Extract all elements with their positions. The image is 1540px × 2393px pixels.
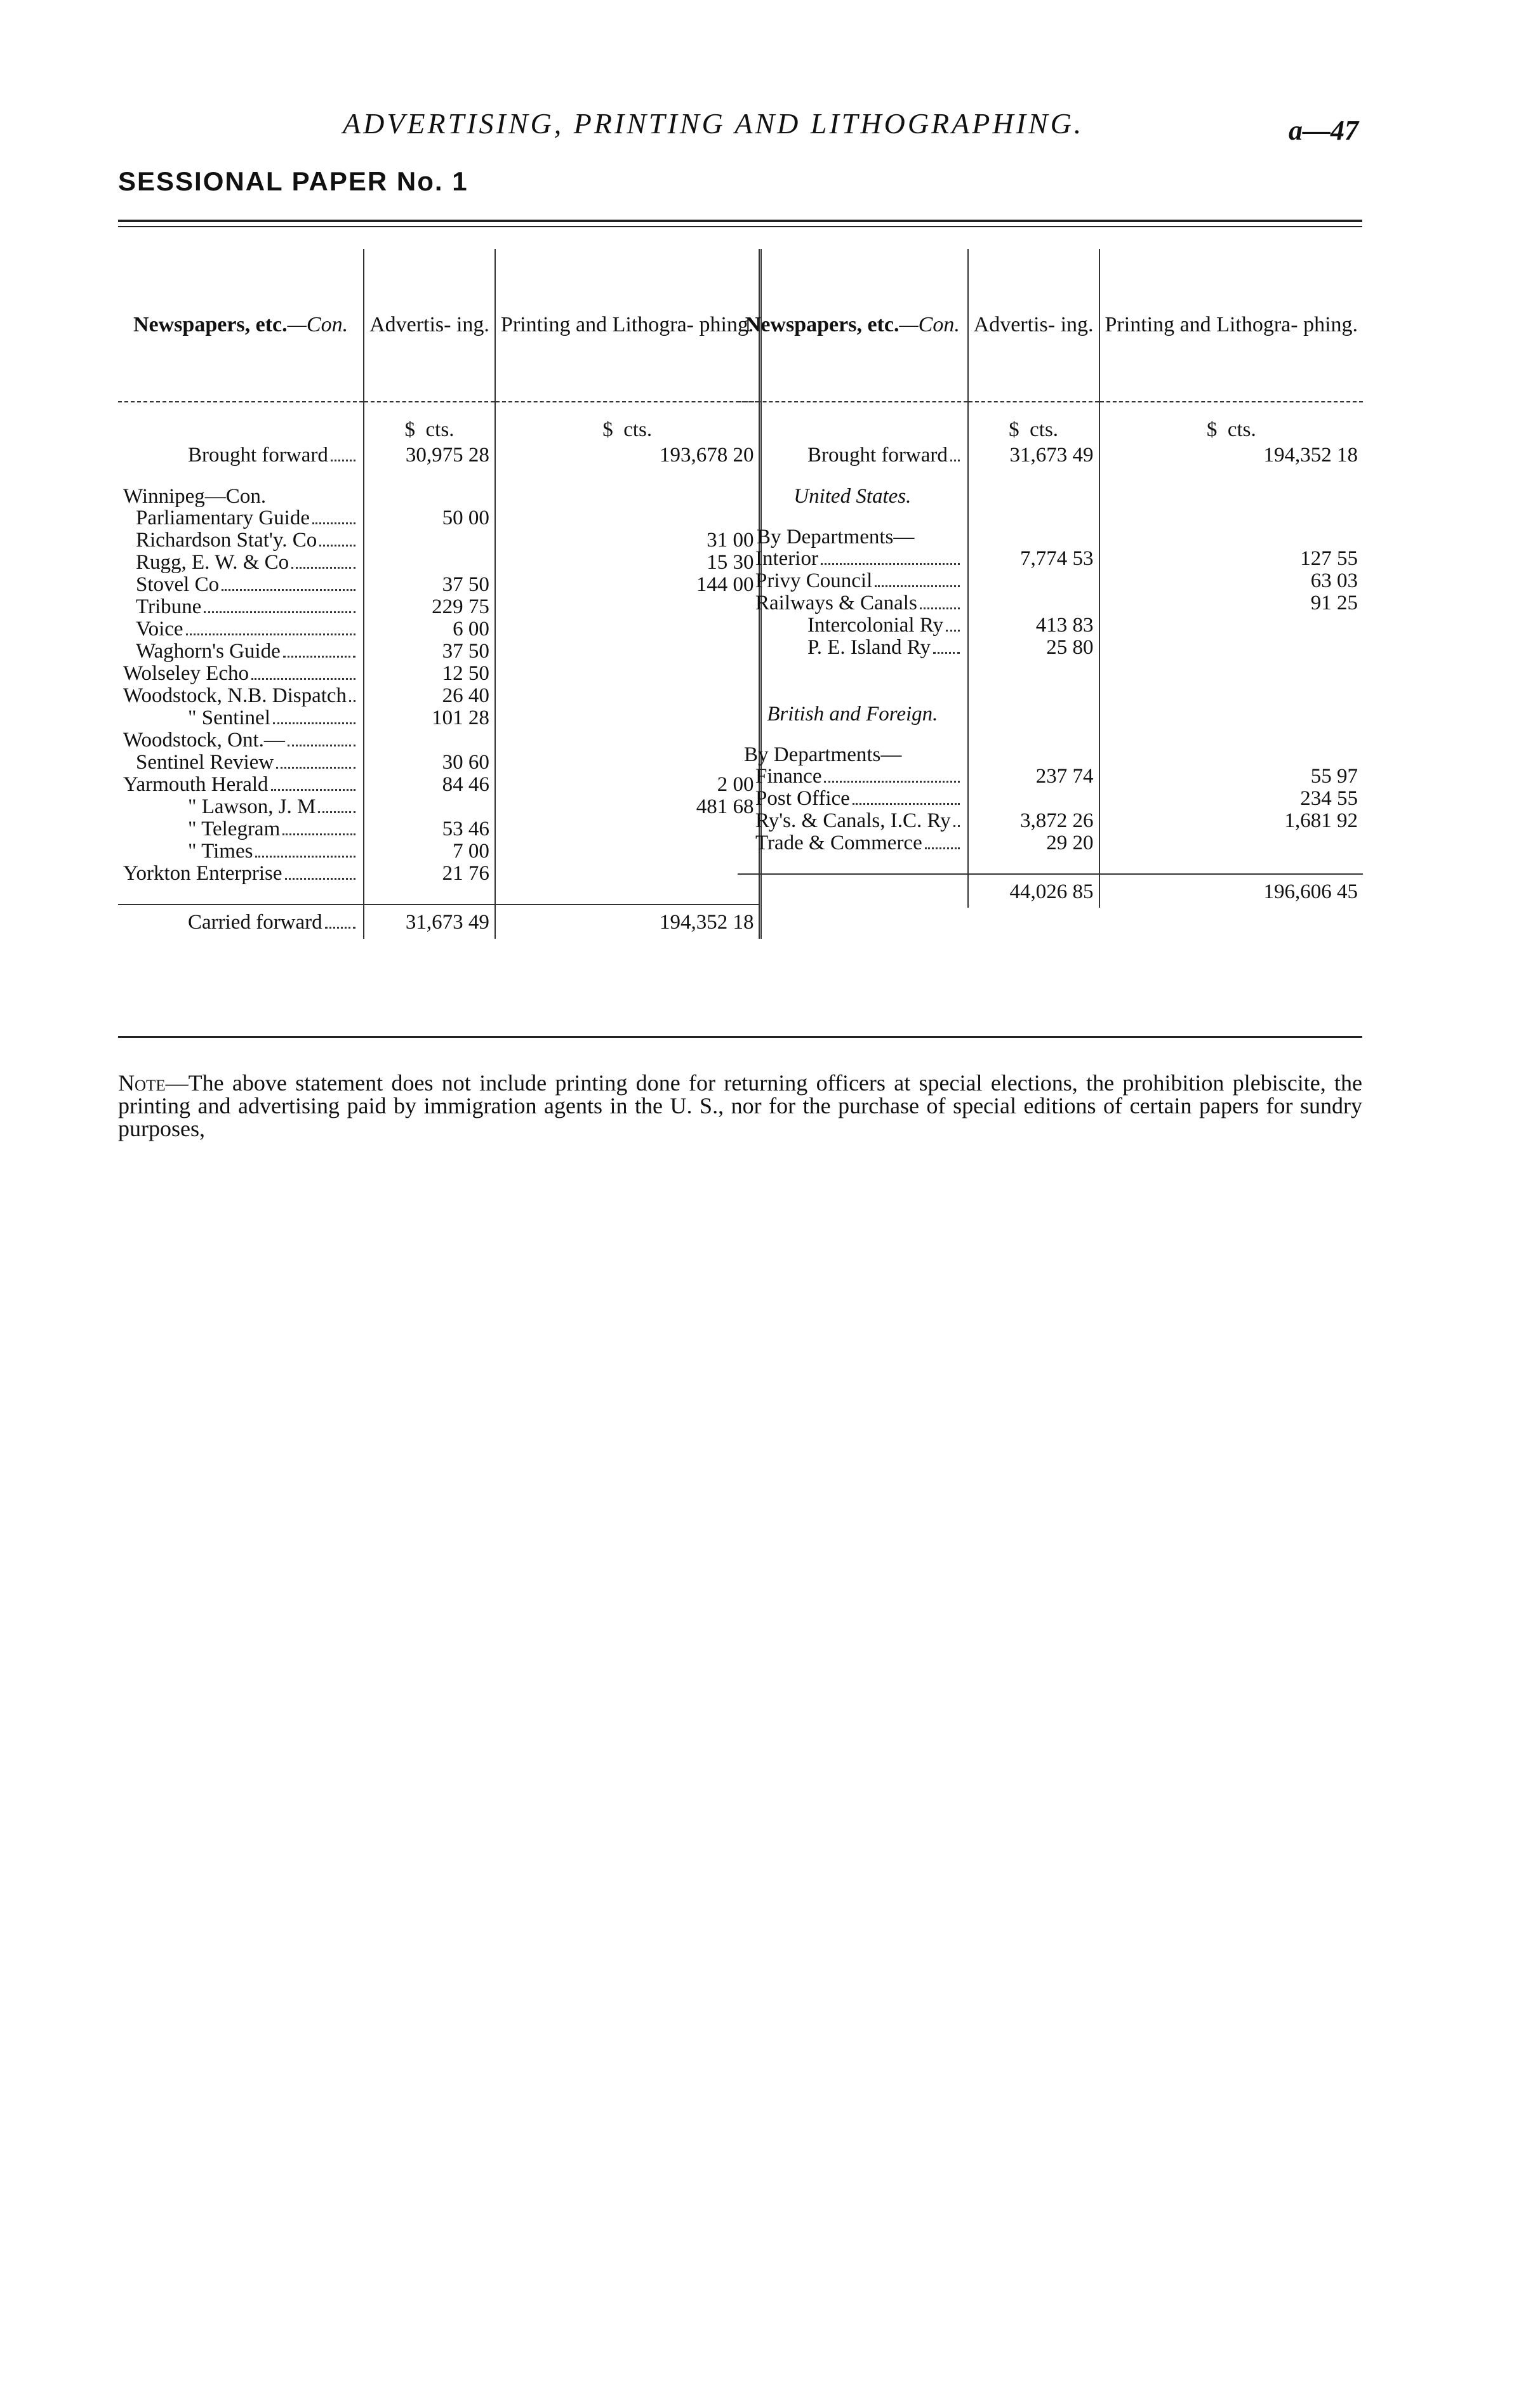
footnote [118, 1071, 1362, 1140]
table-row [118, 552, 760, 574]
left-units-row [118, 402, 760, 444]
row-label: Stovel Co [136, 573, 220, 596]
row-label: Woodstock, Ont.— [123, 729, 285, 752]
section-british-foreign: British and Foreign. [767, 703, 938, 726]
row-advertising-value: 50 00 [364, 507, 495, 529]
carried-forward-label: Carried forward [188, 911, 322, 934]
table-row [738, 766, 1363, 788]
row-advertising-value: 7,774 53 [968, 548, 1099, 570]
table-row [738, 810, 1363, 832]
row-label: Woodstock, N.B. Dispatch [123, 684, 347, 707]
row-advertising-value: 26 40 [364, 685, 495, 707]
row-label: Parliamentary Guide [136, 507, 310, 529]
row-printing-value: 55 97 [1099, 766, 1364, 788]
brought-forward-label: Brought forward [188, 444, 328, 467]
row-printing-value [495, 840, 760, 863]
section-united-states-row [738, 486, 1363, 507]
row-advertising-value: 12 50 [364, 663, 495, 685]
row-printing-value [1099, 614, 1364, 637]
row-advertising-value: 7 00 [364, 840, 495, 863]
row-advertising-value: 37 50 [364, 574, 495, 596]
table-row [118, 618, 760, 640]
left-names-header [118, 249, 364, 402]
by-departments-label: By Departments— [757, 526, 915, 548]
row-advertising-value: 237 74 [968, 766, 1099, 788]
brought-forward-printing: 194,352 18 [1099, 444, 1364, 467]
currency-dollar: $ [1206, 418, 1218, 441]
row-printing-value [1099, 832, 1364, 854]
row-printing-value: 481 68 [495, 796, 760, 818]
row-advertising-value [364, 729, 495, 752]
row-label: Privy Council [755, 569, 873, 592]
row-advertising-value [968, 788, 1099, 810]
row-printing-value: 15 30 [495, 552, 760, 574]
row-advertising-value: 25 80 [968, 637, 1099, 659]
footer-rule [118, 1036, 1362, 1038]
by-departments-row [738, 526, 1363, 548]
by-departments-row [738, 744, 1363, 766]
row-label: Yarmouth Herald [123, 773, 269, 796]
table-row [118, 640, 760, 663]
table-row [118, 818, 760, 840]
row-advertising-value: 101 28 [364, 707, 495, 729]
table-row [118, 752, 760, 774]
row-label: Sentinel Review [136, 751, 274, 774]
left-brought-forward-row [118, 444, 760, 467]
row-advertising-value: 413 83 [968, 614, 1099, 637]
currency-dollar: $ [404, 418, 416, 441]
note-label: Note [118, 1070, 166, 1096]
table-row [118, 840, 760, 863]
row-advertising-value: 37 50 [364, 640, 495, 663]
row-label: Tribune [136, 595, 202, 618]
row-label: Intercolonial Ry [807, 614, 944, 637]
brought-forward-printing: 193,678 20 [495, 444, 760, 467]
by-departments-label: By Departments— [744, 743, 902, 766]
row-printing-value: 234 55 [1099, 788, 1364, 810]
table-row [738, 570, 1363, 592]
right-printing-header: Printing and Lithogra- phing. [1099, 249, 1364, 402]
table-row [118, 685, 760, 707]
left-printing-header: Printing and Lithogra- phing. [495, 249, 760, 402]
carried-forward-advertising: 31,673 49 [364, 905, 495, 939]
table-row [118, 596, 760, 618]
table-row [118, 707, 760, 729]
row-printing-value [495, 863, 760, 885]
row-advertising-value [364, 796, 495, 818]
page-number: a—47 [1289, 115, 1358, 146]
row-printing-value: 91 25 [1099, 592, 1364, 614]
running-title: ADVERTISING, PRINTING AND LITHOGRAPHING. [343, 107, 1084, 140]
table-row [118, 507, 760, 529]
row-printing-value [495, 729, 760, 752]
row-printing-value: 63 03 [1099, 570, 1364, 592]
row-label: " Times [188, 840, 253, 863]
group-title: Winnipeg—Con. [123, 485, 267, 508]
row-advertising-value [364, 552, 495, 574]
right-advertising-header: Advertis- ing. [968, 249, 1099, 402]
total-advertising: 44,026 85 [968, 874, 1099, 908]
names-header-bold: Newspapers, etc. [745, 313, 899, 336]
table-row [738, 548, 1363, 570]
currency-dollar: $ [1009, 418, 1019, 441]
row-label: Richardson Stat'y. Co [136, 529, 317, 552]
right-brought-forward-row [738, 444, 1363, 467]
row-advertising-value: 6 00 [364, 618, 495, 640]
row-advertising-value: 30 60 [364, 752, 495, 774]
row-label: " Telegram [188, 818, 281, 840]
carried-forward-printing: 194,352 18 [495, 905, 760, 939]
sessional-paper-label: SESSIONAL PAPER No. 1 [118, 166, 468, 196]
row-printing-value [495, 752, 760, 774]
row-label: Rugg, E. W. & Co [136, 551, 289, 574]
left-ledger-table [118, 249, 762, 939]
header-rule-thick [118, 220, 1362, 222]
row-advertising-value [364, 529, 495, 552]
table-row [738, 637, 1363, 659]
row-advertising-value [968, 570, 1099, 592]
row-label: " Sentinel [188, 706, 270, 729]
row-label: Wolseley Echo [123, 662, 249, 685]
row-label: Interior [755, 547, 818, 570]
row-printing-value: 31 00 [495, 529, 760, 552]
row-advertising-value: 53 46 [364, 818, 495, 840]
table-row [118, 796, 760, 818]
row-printing-value: 144 00 [495, 574, 760, 596]
currency-cents: cts. [1030, 418, 1059, 441]
names-header-bold: Newspapers, etc. [133, 313, 288, 336]
row-printing-value [495, 707, 760, 729]
left-carried-forward-row [118, 905, 760, 939]
row-advertising-value: 29 20 [968, 832, 1099, 854]
row-advertising-value: 229 75 [364, 596, 495, 618]
row-printing-value [495, 507, 760, 529]
note-text: —The above statement does not include printing done for returning officers at special elections, the prohibition plebiscite, the printing and advertising paid by immigration agents in the U. S., nor for the purchase of special editions of certain papers for sundry purposes, [118, 1070, 1362, 1141]
right-names-header [738, 249, 968, 402]
table-row [118, 529, 760, 552]
row-printing-value [495, 618, 760, 640]
left-group-title-row [118, 486, 760, 507]
table-row [118, 574, 760, 596]
right-header-row [738, 249, 1363, 402]
section-british-foreign-row [738, 703, 1363, 725]
table-row [118, 774, 760, 796]
row-printing-value [495, 663, 760, 685]
table-row [738, 832, 1363, 854]
table-row [738, 592, 1363, 614]
row-printing-value [495, 818, 760, 840]
row-advertising-value [968, 592, 1099, 614]
row-label: Ry's. & Canals, I.C. Ry [755, 809, 951, 832]
row-label: Waghorn's Guide [136, 640, 281, 663]
names-header-italic: —Con. [287, 313, 348, 336]
row-label: Yorkton Enterprise [123, 862, 282, 885]
currency-cents: cts. [425, 418, 455, 441]
row-printing-value: 2 00 [495, 774, 760, 796]
table-row [738, 788, 1363, 810]
header-rule-thin [118, 226, 1362, 227]
row-advertising-value: 84 46 [364, 774, 495, 796]
right-ledger-table [738, 249, 1363, 908]
currency-cents: cts. [623, 418, 653, 441]
brought-forward-advertising: 30,975 28 [364, 444, 495, 467]
row-label: Trade & Commerce [755, 832, 922, 854]
row-printing-value [495, 596, 760, 618]
names-header-italic: —Con. [899, 313, 960, 336]
row-advertising-value: 21 76 [364, 863, 495, 885]
row-label: Finance [755, 765, 822, 788]
currency-cents: cts. [1227, 418, 1256, 441]
right-units-row [738, 402, 1363, 444]
total-printing: 196,606 45 [1099, 874, 1364, 908]
table-row [738, 614, 1363, 637]
row-label: Railways & Canals [755, 592, 917, 614]
brought-forward-label: Brought forward [807, 444, 948, 467]
left-advertising-header: Advertis- ing. [364, 249, 495, 402]
row-printing-value [495, 685, 760, 707]
row-printing-value: 1,681 92 [1099, 810, 1364, 832]
row-label: Voice [136, 618, 183, 640]
row-label: P. E. Island Ry [807, 636, 931, 659]
brought-forward-advertising: 31,673 49 [968, 444, 1099, 467]
row-advertising-value: 3,872 26 [968, 810, 1099, 832]
row-label: Post Office [755, 787, 850, 810]
right-total-row [738, 874, 1363, 908]
row-printing-value: 127 55 [1099, 548, 1364, 570]
currency-dollar: $ [602, 418, 613, 441]
row-printing-value [1099, 637, 1364, 659]
table-row [118, 729, 760, 752]
row-printing-value [495, 640, 760, 663]
section-united-states: United States. [793, 485, 912, 508]
table-row [118, 863, 760, 885]
table-row [118, 663, 760, 685]
left-header-row [118, 249, 760, 402]
row-label: " Lawson, J. M [188, 795, 316, 818]
